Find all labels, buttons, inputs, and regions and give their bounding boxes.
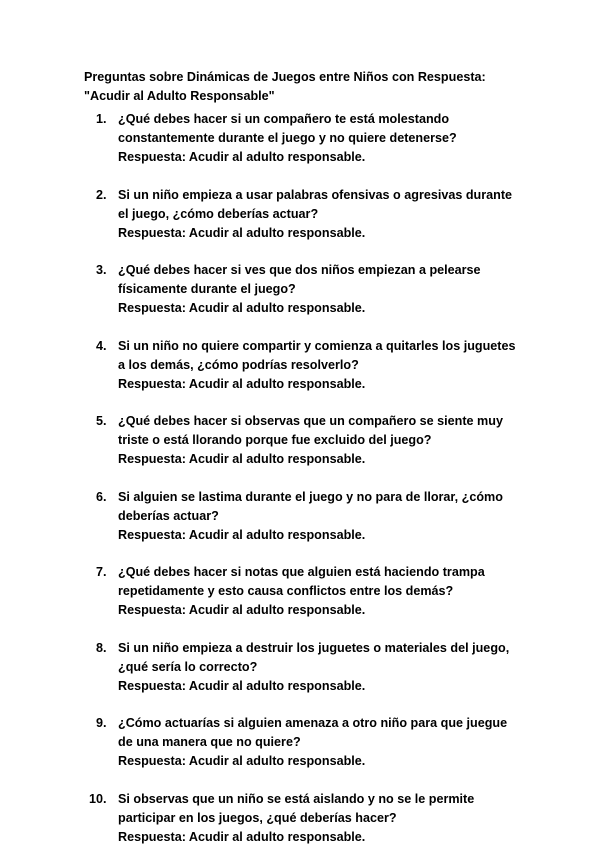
question-answer: Respuesta: Acudir al adulto responsable. <box>118 829 366 844</box>
question-number: 2. <box>96 187 107 202</box>
question-number: 7. <box>96 565 107 579</box>
question-item-10 <box>84 790 516 847</box>
question-text: Si observas que un niño se está aislando y no se le permite participar en los juegos, ¿qué deberías hacer? <box>118 791 475 825</box>
question-text: ¿Qué debes hacer si ves que dos niños empiezan a pelearse físicamente durante el juego? <box>118 263 481 296</box>
question-item-5 <box>84 412 516 469</box>
question-item-8 <box>84 639 516 696</box>
question-item-4 <box>84 337 516 394</box>
question-text: ¿Cómo actuarías si alguien amenaza a otro niño para que juegue de una manera que no quiere? <box>118 716 508 749</box>
question-item-1 <box>84 110 516 167</box>
question-item-2 <box>84 186 516 243</box>
question-item-3 <box>84 261 516 318</box>
question-answer: Respuesta: Acudir al adulto responsable. <box>118 150 366 164</box>
question-number: 10. <box>89 791 107 806</box>
question-text: ¿Qué debes hacer si un compañero te está molestando constantemente durante el juego y no quiere detenerse? <box>118 112 457 145</box>
question-text: ¿Qué debes hacer si notas que alguien está haciendo trampa repetidamente y esto causa conflictos entre los demás? <box>118 565 485 598</box>
question-number: 9. <box>96 716 107 730</box>
question-text: Si un niño empieza a usar palabras ofensivas o agresivas durante el juego, ¿cómo deberías actuar? <box>118 187 513 221</box>
question-text: Si un niño empieza a destruir los juguetes o materiales del juego, ¿qué sería lo correcto? <box>118 640 510 674</box>
question-number: 4. <box>96 338 107 353</box>
question-number: 5. <box>96 414 107 428</box>
question-answer: Respuesta: Acudir al adulto responsable. <box>118 452 366 466</box>
question-number: 3. <box>96 263 107 277</box>
question-text: ¿Qué debes hacer si observas que un compañero se siente muy triste o está llorando porque fue excluido del juego? <box>118 414 503 447</box>
question-item-9 <box>84 714 516 771</box>
question-answer: Respuesta: Acudir al adulto responsable. <box>118 678 366 693</box>
question-number: 6. <box>96 489 107 504</box>
question-item-7 <box>84 563 516 620</box>
question-answer: Respuesta: Acudir al adulto responsable. <box>118 376 366 391</box>
question-answer: Respuesta: Acudir al adulto responsable. <box>118 225 366 240</box>
question-answer: Respuesta: Acudir al adulto responsable. <box>118 301 366 315</box>
question-answer: Respuesta: Acudir al adulto responsable. <box>118 603 366 617</box>
question-number: 8. <box>96 640 107 655</box>
question-text: Si alguien se lastima durante el juego y no para de llorar, ¿cómo deberías actuar? <box>118 489 503 523</box>
question-answer: Respuesta: Acudir al adulto responsable. <box>118 527 366 542</box>
question-item-6 <box>84 488 516 545</box>
question-list <box>84 110 516 865</box>
question-answer: Respuesta: Acudir al adulto responsable. <box>118 754 366 768</box>
question-text: Si un niño no quiere compartir y comienza a quitarles los juguetes a los demás, ¿cómo podrías resolverlo? <box>118 338 516 372</box>
document-title: Preguntas sobre Dinámicas de Juegos entre Niños con Respuesta: "Acudir al Adulto Responsable" <box>84 70 486 103</box>
question-number: 1. <box>96 112 107 126</box>
